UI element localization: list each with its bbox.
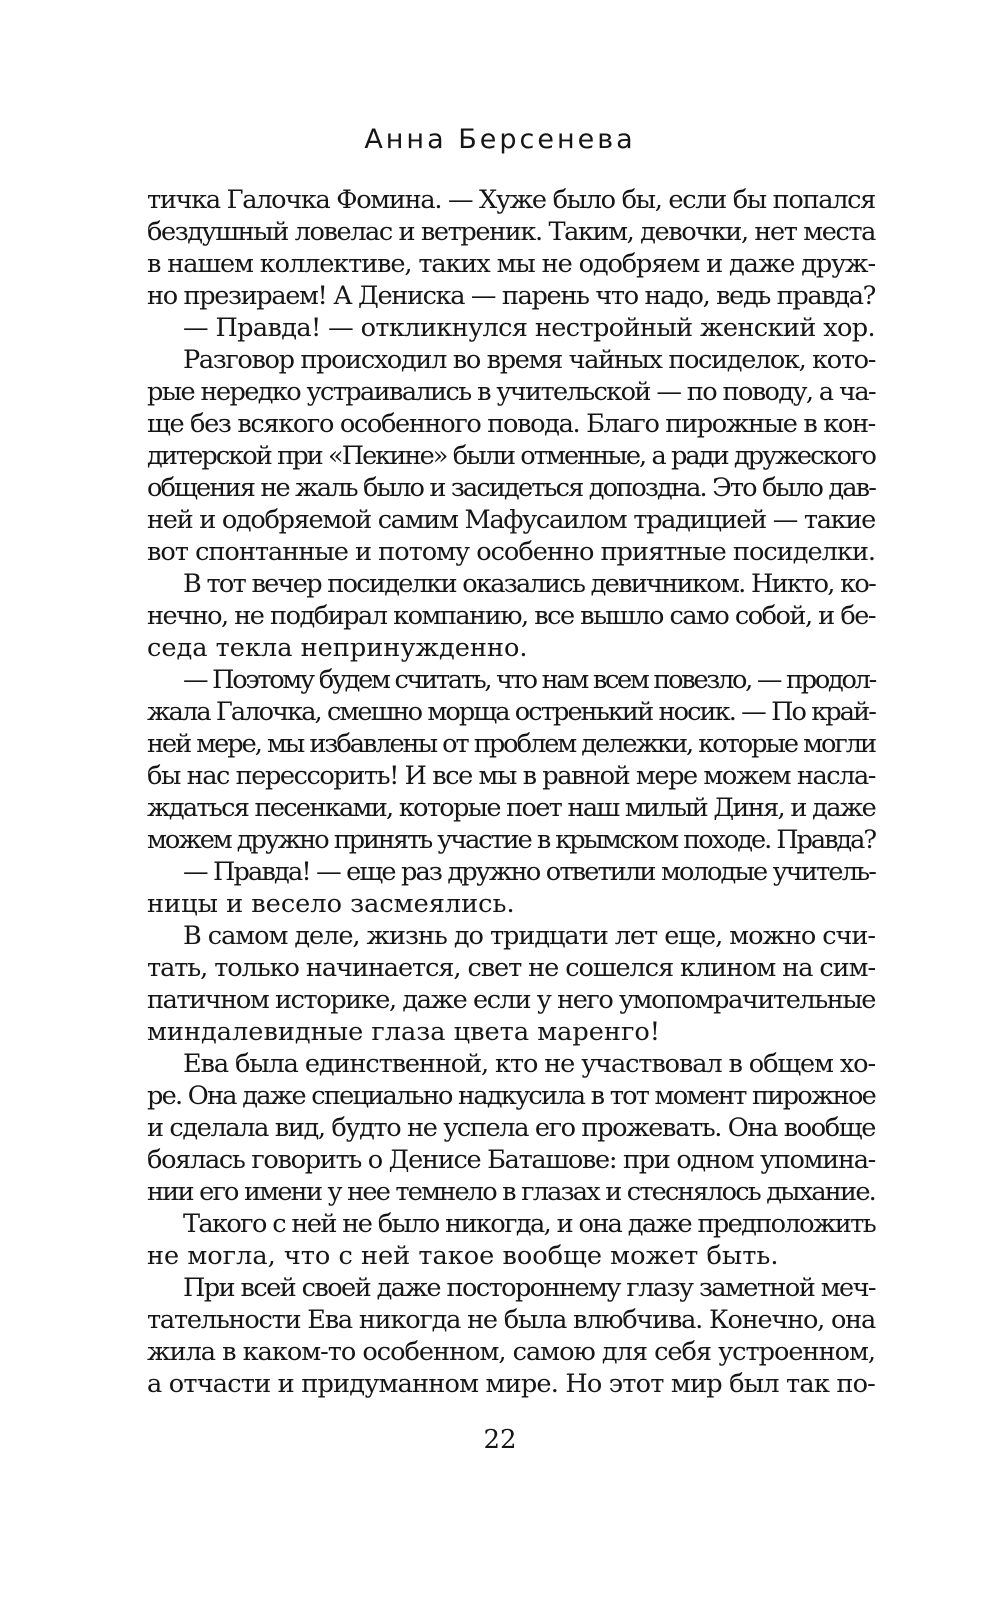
text-line: можем дружно принять участие в крымском походе. Правда? (147, 825, 875, 855)
text-line: — Поэтому будем считать, что нам всем повезло, — продол- (183, 665, 875, 695)
text-line: При всей своей даже постороннему глазу заметной меч- (183, 1273, 875, 1303)
text-line: боялась говорить о Денисе Баташове: при одном упомина- (147, 1145, 875, 1175)
text-line: нечно, не подбирал компанию, все вышло само собой, и бе- (147, 601, 875, 631)
text-line: дитерской при «Пекине» были отменные, а ради дружеского (147, 441, 875, 471)
text-line: — Правда! — откликнулся нестройный женский хор. (183, 313, 875, 343)
text-line: нии его имени у нее темнело в глазах и стеснялось дыхание. (147, 1177, 875, 1207)
running-head-author: Анна Берсенева (364, 124, 636, 155)
text-line: ней и одобряемой самим Мафусаилом традицией — такие (147, 505, 875, 535)
text-line: тательности Ева никогда не была влюбчива. Конечно, она (147, 1305, 875, 1335)
text-line: тать, только начинается, свет не сошелся клином на сим- (147, 953, 875, 983)
text-line: и сделала вид, будто не успела его прожевать. Она вообще (147, 1113, 875, 1143)
text-line: В тот вечер посиделки оказались девичником. Никто, ко- (183, 569, 875, 599)
text-line: Ева была единственной, кто не участвовал в общем хо- (183, 1049, 875, 1079)
body-text (147, 184, 875, 1400)
text-line: жила в каком-то особенном, самою для себя устроенном, (147, 1337, 875, 1367)
text-line: седа текла непринужденно. (147, 633, 528, 663)
text-line: рые нередко устраивались в учительской — по поводу, а ча- (147, 377, 875, 407)
text-line: но презираем! А Дениска — парень что надо, ведь правда? (147, 281, 875, 311)
text-line: — Правда! — еще раз дружно ответили молодые учитель- (183, 857, 875, 887)
text-line: жала Галочка, смешно морща остренький носик. — По край- (147, 697, 875, 727)
text-line: тичка Галочка Фомина. — Хуже было бы, если бы попался (147, 185, 875, 215)
text-line: не могла, что с ней такое вообще может быть. (147, 1241, 779, 1271)
text-line: а отчасти и придуманном мире. Но этот мир был так по- (147, 1369, 875, 1399)
text-line: вот спонтанные и потому особенно приятные посиделки. (147, 537, 875, 567)
text-line: ре. Она даже специально надкусила в тот момент пирожное (147, 1081, 875, 1111)
text-line: ждаться песенками, которые поет наш милый Диня, и даже (147, 793, 875, 823)
text-line: Разговор происходил во время чайных посиделок, кото- (183, 345, 875, 375)
text-line: миндалевидные глаза цвета маренго! (147, 1017, 661, 1047)
text-line: ще без всякого особенного повода. Благо пирожные в кон- (147, 409, 875, 439)
text-line: бездушный ловелас и ветреник. Таким, девочки, нет места (147, 217, 875, 247)
text-line: общения не жаль было и засидеться допоздна. Это было дав- (147, 473, 875, 503)
text-line: в нашем коллективе, таких мы не одобряем и даже друж- (147, 249, 875, 279)
text-line: бы нас перессорить! И все мы в равной мере можем насла- (147, 761, 876, 791)
text-line: ней мере, мы избавлены от проблем дележки, которые могли (147, 729, 875, 759)
text-line: Такого с ней не было никогда, и она даже предположить (183, 1209, 875, 1239)
text-line: патичном историке, даже если у него умопомрачительные (147, 985, 875, 1015)
page-number: 22 (483, 1425, 517, 1455)
text-line: ницы и весело засмеялись. (147, 889, 515, 919)
text-line: В самом деле, жизнь до тридцати лет еще, можно счи- (183, 921, 875, 951)
